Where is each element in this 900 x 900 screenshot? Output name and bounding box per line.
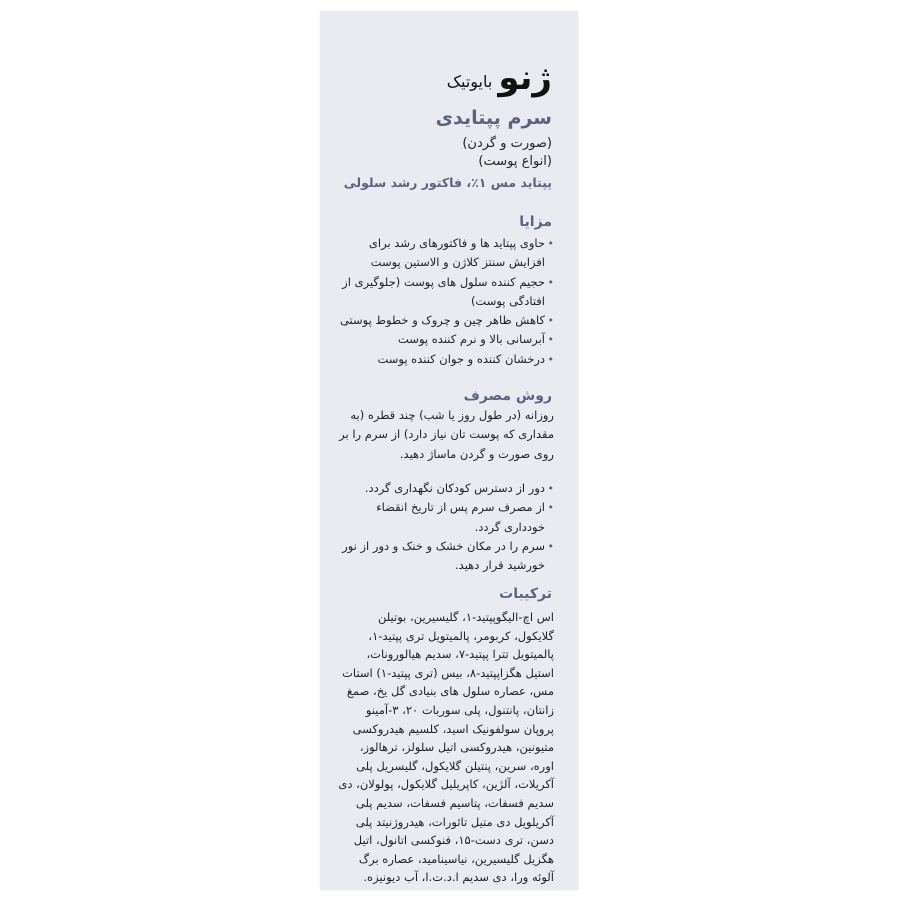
brand-logo: [446, 49, 552, 98]
benefit-text: حاوی پپتاید ها و فاکتورهای رشد برای افزایش سنتز کلاژن و الاستین پوست: [368, 236, 545, 270]
product-tagline: پپتاید مس ۱٪، فاکتور رشد سلولی: [343, 175, 552, 190]
ingredients-text: اس اچ-الیگوپپتید-۱، گلیسیرین، بوتیلن گلایکول، کربومر، پالمیتویل تری پپتید-۱، پالمیتویل تترا پپتید-۷، سدیم هیالورونات، استیل هگزاپپتید-۸، بیس (تری پپتید-۱) استات مس، عصاره سلول های بنیادی گل یخ، صمغ زانتان، پانتنول، پلی سوربات ۲۰، ۳-آمینو پروپان سولفونیک اسید، کلسیم هیدروکسی متیونین، هیدروکسی اتیل سلولز، ترهالوز، اوره، سرین، پنتیلن گلایکول، گلیسریل پلی آکریلات، آلژین، کاپریلیل گلایکول، پولولان، دی سدیم فسفات، پتاسیم فسفات، سدیم پلی آکریلویل دی متیل تائورات، هیدروژنیتد پلی دسن، تری دست-۱۵، فنوکسی اتانول، اتیل هگزیل گلیسیرین، نیاسینامید، عصاره برگ آلوئه ورا، دی سدیم ا.د.ت.ا، آب دیونیزه.: [338, 610, 554, 885]
list-item: [338, 273, 554, 312]
bullet-icon: •: [547, 275, 554, 289]
list-item: [338, 350, 554, 369]
brand-word: بایوتیک: [446, 72, 493, 91]
list-item: [338, 537, 554, 576]
list-item: [338, 330, 554, 349]
bullet-icon: •: [547, 501, 554, 515]
benefit-text: آبرسانی بالا و نرم کننده پوست: [398, 332, 545, 347]
bullet-icon: •: [547, 237, 554, 250]
product-box-side: [320, 11, 578, 890]
product-subtitle-skin: (انواع پوست): [478, 154, 552, 169]
usage-text: روزانه (در طول روز یا شب) چند قطره (به مقداری که پوست تان نیاز دارد) از سرم را بر روی صورت و گردن ماساژ دهید.: [339, 408, 554, 461]
warnings-list: [338, 479, 554, 575]
usage-title: روش مصرف: [463, 388, 552, 404]
list-item: [338, 311, 554, 330]
ingredients-title: ترکیبات: [499, 586, 552, 602]
benefits-list: [338, 234, 554, 369]
benefit-text: کاهش ظاهر چین و چروک و خطوط پوستی: [339, 313, 545, 328]
warning-text: از مصرف سرم پس از تاریخ انقضاء خودداری گردد.: [376, 500, 545, 534]
product-subtitle-area: (صورت و گردن): [462, 136, 552, 151]
list-item: [338, 498, 554, 537]
benefit-text: درخشان کننده و جوان کننده پوست: [377, 351, 545, 366]
warning-text: سرم را در مکان خشک و خنک و دور از نور خورشید قرار دهید.: [342, 538, 545, 573]
list-item: [338, 234, 554, 273]
benefits-title: مزایا: [519, 214, 552, 230]
product-title: سرم پپتایدی: [435, 107, 552, 129]
list-item: [338, 479, 554, 498]
bullet-icon: •: [547, 539, 554, 553]
brand-mark: ژنو: [498, 58, 552, 98]
bullet-icon: •: [547, 333, 554, 347]
bullet-icon: •: [547, 314, 554, 328]
bullet-icon: •: [547, 352, 554, 366]
benefit-text: حجیم کننده سلول های پوست (جلوگیری از افتادگی پوست): [342, 274, 545, 308]
warning-text: دور از دسترس کودکان نگهداری گردد.: [364, 481, 545, 495]
box-content: [320, 11, 578, 890]
bullet-icon: •: [547, 482, 554, 495]
